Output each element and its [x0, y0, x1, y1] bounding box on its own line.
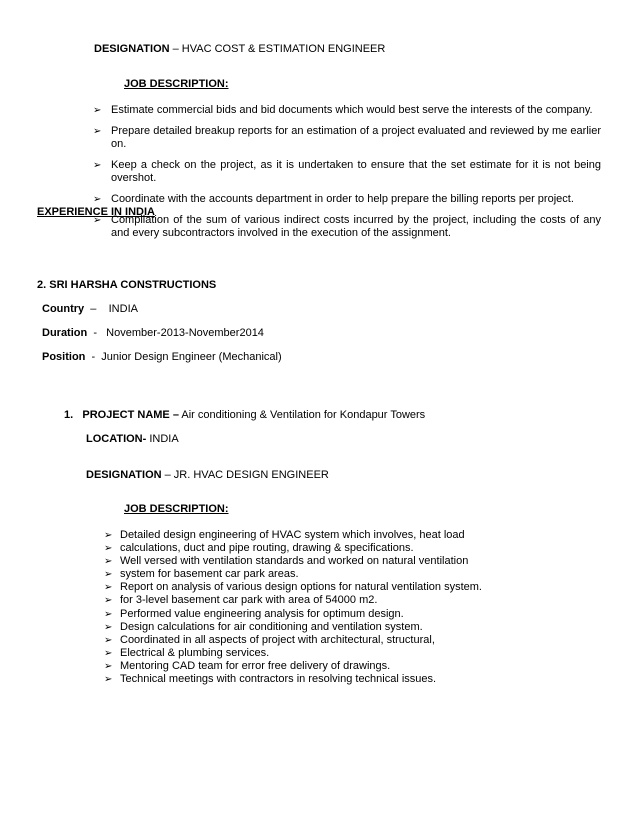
- list-item: [104, 555, 524, 568]
- country-label: Country: [42, 303, 85, 315]
- list-item: [93, 125, 601, 151]
- designation-label: DESIGNATION: [94, 43, 170, 55]
- list-item: [93, 104, 601, 117]
- project-name-label: PROJECT NAME –: [82, 409, 179, 421]
- list-item: [104, 568, 524, 581]
- list-item: [104, 660, 524, 673]
- project-number: 1.: [64, 409, 74, 421]
- list-item-text: Coordinated in all aspects of project with architectural, structural,: [120, 633, 435, 646]
- arrow-bullet-icon: ➢: [104, 582, 113, 594]
- project-name-line: [64, 409, 425, 421]
- location-value: INDIA: [146, 433, 179, 445]
- position-value: - Junior Design Engineer (Mechanical): [85, 351, 282, 363]
- arrow-bullet-icon: ➢: [104, 530, 113, 541]
- arrow-bullet-icon: ➢: [104, 634, 113, 646]
- list-item-text: Prepare detailed breakup reports for an estimation of a project evaluated and reviewed by me earlier on.: [111, 125, 601, 150]
- list-item: [93, 214, 601, 240]
- project-designation-value: – JR. HVAC DESIGN ENGINEER: [161, 469, 329, 481]
- list-item: [104, 673, 524, 686]
- list-item-text: Report on analysis of various design options for natural ventilation system.: [120, 581, 482, 594]
- arrow-bullet-icon: ➢: [104, 569, 113, 581]
- project-designation-line: [86, 469, 329, 481]
- country-value: – INDIA: [84, 303, 138, 315]
- designation-line: [94, 43, 385, 55]
- list-item: [104, 581, 524, 594]
- duration-line: [42, 327, 264, 339]
- list-item-text: Keep a check on the project, as it is undertaken to ensure that the set estimate for it is not being overshot.: [111, 159, 601, 184]
- list-item: [93, 159, 601, 185]
- arrow-bullet-icon: ➢: [104, 543, 113, 555]
- duration-label: Duration: [42, 327, 88, 339]
- list-item-text: Mentoring CAD team for error free delivery of drawings.: [120, 659, 391, 672]
- list-item-text: Coordinate with the accounts department in order to help prepare the billing reports per project.: [111, 193, 574, 205]
- list-item-text: Technical meetings with contractors in resolving technical issues.: [120, 673, 437, 686]
- list-item: [104, 634, 524, 647]
- project-designation-label: DESIGNATION: [86, 469, 162, 481]
- project-job-description-list: [104, 529, 524, 686]
- arrow-bullet-icon: ➢: [93, 194, 102, 205]
- list-item: [93, 193, 601, 206]
- list-item-text: for 3-level basement car park with area of 54000 m2.: [120, 594, 378, 607]
- arrow-bullet-icon: ➢: [93, 105, 102, 116]
- country-line: [42, 303, 138, 315]
- list-item-text: Detailed design engineering of HVAC system which involves, heat load: [120, 529, 465, 541]
- arrow-bullet-icon: ➢: [104, 674, 113, 686]
- list-item: [104, 529, 524, 542]
- location-label: LOCATION-: [86, 433, 147, 445]
- list-item-text: Design calculations for air conditioning and ventilation system.: [120, 620, 423, 633]
- job-description-list: [93, 104, 601, 248]
- list-item: [104, 608, 524, 621]
- list-item-text: Performed value engineering analysis for optimum design.: [120, 607, 404, 620]
- list-item-text: calculations, duct and pipe routing, drawing & specifications.: [120, 542, 414, 555]
- position-label: Position: [42, 351, 86, 363]
- arrow-bullet-icon: ➢: [104, 647, 113, 659]
- designation-value: – HVAC COST & ESTIMATION ENGINEER: [169, 43, 386, 55]
- project-job-description-heading: JOB DESCRIPTION:: [124, 503, 229, 515]
- position-line: [42, 351, 282, 363]
- list-item: [104, 621, 524, 634]
- list-item: [104, 594, 524, 607]
- list-item-text: Estimate commercial bids and bid documents which would best serve the interests of the company.: [111, 104, 593, 116]
- job-description-heading: JOB DESCRIPTION:: [124, 78, 229, 90]
- company-title: 2. SRI HARSHA CONSTRUCTIONS: [37, 279, 217, 291]
- arrow-bullet-icon: ➢: [104, 608, 113, 620]
- list-item: [104, 647, 524, 660]
- arrow-bullet-icon: ➢: [93, 215, 102, 226]
- list-item: [104, 542, 524, 555]
- list-item-text: Well versed with ventilation standards and worked on natural ventilation: [120, 555, 469, 568]
- list-item-text: Electrical & plumbing services.: [120, 646, 270, 659]
- arrow-bullet-icon: ➢: [93, 160, 102, 171]
- list-item-text: Compilation of the sum of various indirect costs incurred by the project, including the costs of any and every subcontractors involved in the execution of the assignment.: [111, 214, 601, 239]
- arrow-bullet-icon: ➢: [104, 621, 113, 633]
- project-name-value: Air conditioning & Ventilation for Kondapur Towers: [178, 409, 426, 421]
- arrow-bullet-icon: ➢: [104, 595, 113, 607]
- duration-value: - November-2013-November2014: [87, 327, 264, 339]
- location-line: [86, 433, 179, 445]
- arrow-bullet-icon: ➢: [104, 660, 113, 672]
- experience-heading: EXPERIENCE IN INDIA: [37, 206, 155, 218]
- list-item-text: system for basement car park areas.: [120, 568, 299, 581]
- arrow-bullet-icon: ➢: [104, 556, 113, 568]
- arrow-bullet-icon: ➢: [93, 126, 102, 137]
